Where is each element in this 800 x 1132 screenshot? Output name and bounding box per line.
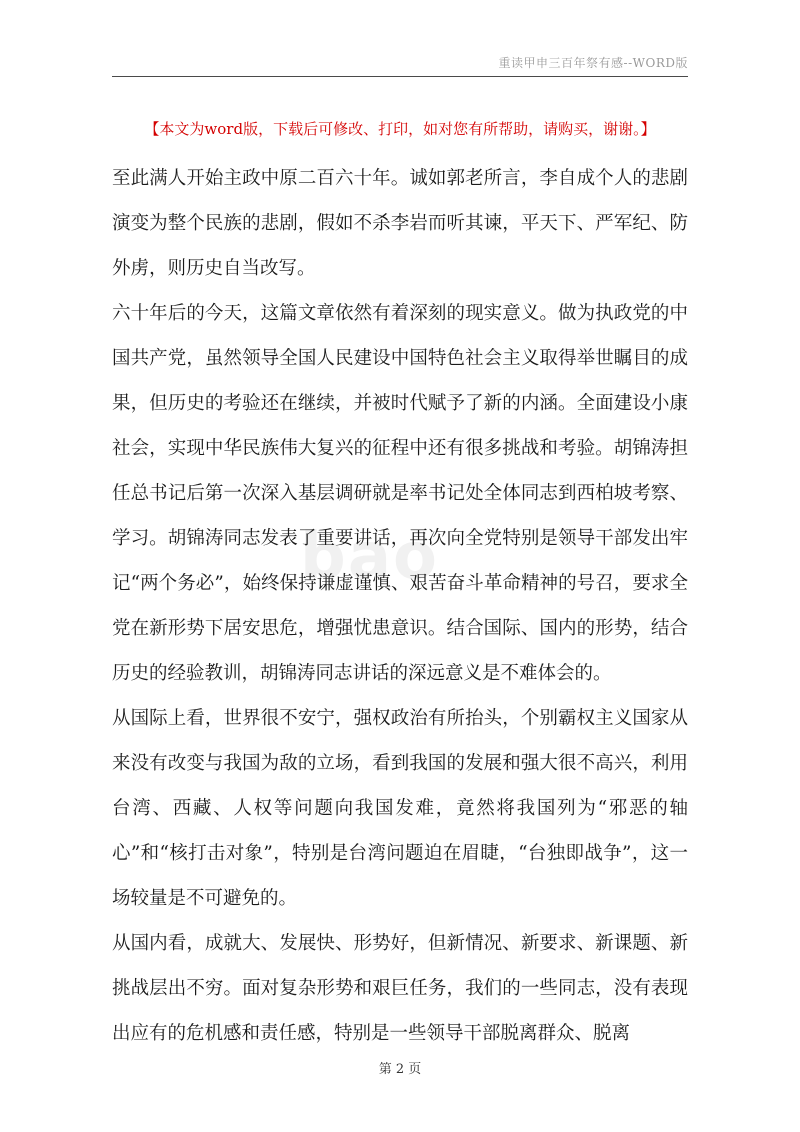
page-number: 第 2 页 [378, 1062, 422, 1077]
paragraph-1: 至此满人开始主政中原二百六十年。诚如郭老所言，李自成个人的悲剧演变为整个民族的悲剧，假如不杀李岩而听其谏，平天下、严军纪、防外虏，则历史自当改写。 [112, 168, 688, 279]
document-body [112, 156, 688, 1056]
watermark-logo: bao [300, 520, 439, 594]
document-header-title: 重读甲申三百年祭有感--WORD版 [498, 56, 688, 70]
paragraph-2: 六十年后的今天，这篇文章依然有着深刻的现实意义。做为执政党的中国共产党，虽然领导全国人民建设中国特色社会主义取得举世瞩目的成果，但历史的考验还在继续，并被时代赋予了新的内涵。全面建设小康社会，实现中华民族伟大复兴的征程中还有很多挑战和考验。胡锦涛担任总书记后第一次深入基层调研就是率书记处全体同志到西柏坡考察、学习。胡锦涛同志发表了重要讲话，再次向全党特别是领导干部发出牢记“两个务必”，始终保持谦虚谨慎、艰苦奋斗革命精神的号召，要求全党在新形势下居安思危，增强忧患意识。结合国际、国内的形势，结合历史的经验教训，胡锦涛同志讲话的深远意义是不难体会的。 [112, 303, 688, 684]
purchase-notice: 【本文为word版，下载后可修改、打印，如对您有所帮助，请购买，谢谢。】 [144, 120, 656, 138]
paragraph-4: 从国内看，成就大、发展快、形势好，但新情况、新要求、新课题、新挑战层出不穷。面对复杂形势和艰巨任务，我们的一些同志，没有表现出应有的危机感和责任感，特别是一些领导干部脱离群众、脱离 [112, 933, 688, 1044]
header-divider [112, 76, 688, 77]
paragraph-3: 从国际上看，世界很不安宁，强权政治有所抬头，个别霸权主义国家从来没有改变与我国为敌的立场，看到我国的发展和强大很不高兴，利用台湾、西藏、人权等问题向我国发难，竟然将我国列为“邪恶的轴心”和“核打击对象”，特别是台湾问题迫在眉睫，“台独即战争”，这一场较量是不可避免的。 [112, 708, 688, 909]
